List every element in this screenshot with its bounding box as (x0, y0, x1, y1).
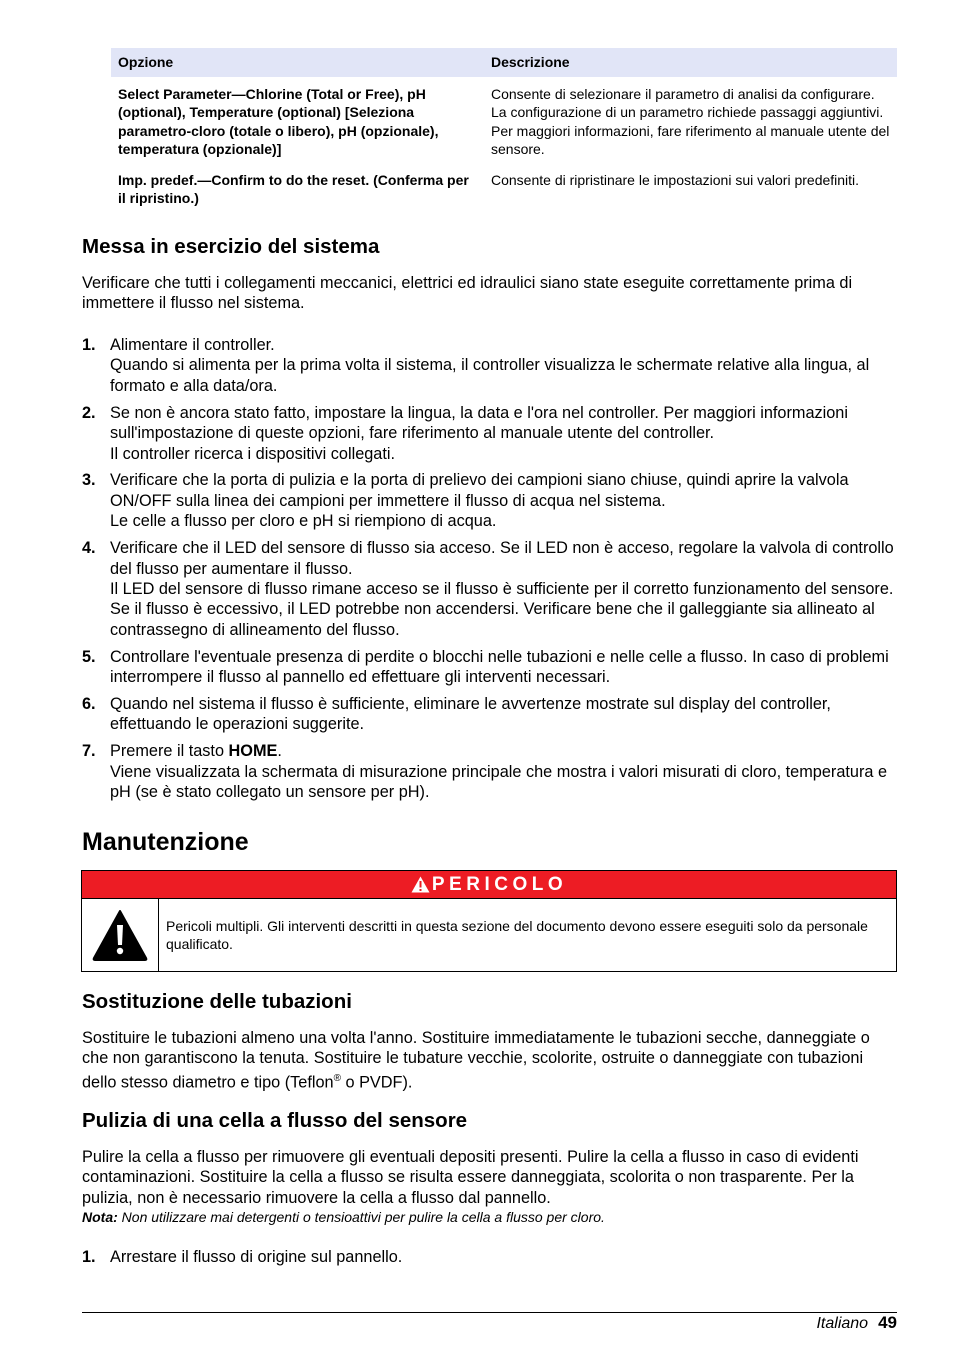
step-number: 6. (82, 695, 96, 713)
list-item (82, 741, 897, 802)
options-table (111, 48, 897, 211)
list-item (82, 403, 897, 464)
step-text: Controllare l'eventuale presenza di perdite o blocchi nelle tubazioni e nelle celle a flusso. In caso di problemi interrompere il flusso al pannello ed effettuare gli interventi necessari. (110, 647, 889, 687)
table-row (111, 77, 897, 163)
step-number: 7. (82, 742, 96, 761)
step-number: 1. (82, 336, 96, 354)
step-text: Alimentare il controller. (110, 336, 275, 354)
step-text: Arrestare il flusso di origine sul pannello. (110, 1248, 403, 1266)
commissioning-intro: Verificare che tutti i collegamenti meccanici, elettrici ed idraulici siano state eseguite correttamente prima di immettere il flusso nel sistema. (82, 274, 853, 313)
table-cell-description: Consente di selezionare il parametro di analisi da configurare. La configurazione di un parametro richiede passaggi aggiuntivi. Per maggiori informazioni, fare riferimento al manuale utente del sensore. (491, 86, 890, 158)
list-item (82, 647, 897, 688)
warning-triangle-icon (91, 908, 149, 962)
tubing-text-end: o PVDF). (340, 1073, 413, 1092)
danger-text: Pericoli multipli. Gli interventi descritti in questa sezione del documento devono essere eseguiti solo da personale qualificato. (166, 918, 868, 952)
step-number: 3. (82, 471, 96, 490)
step-number: 2. (82, 403, 96, 422)
section-title-cleaning: Pulizia di una cella a flusso del sensore (82, 1109, 468, 1132)
step-result: Quando si alimenta per la prima volta il sistema, il controller visualizza le schermate relative alla lingua, al formato e alla data/ora. (110, 356, 870, 395)
step-text-suffix: . (277, 742, 282, 761)
step-result: Le celle a flusso per cloro e pH si riempiono di acqua. (110, 512, 497, 531)
danger-box (81, 870, 897, 972)
step-text (110, 741, 897, 761)
step-number: 1. (82, 1248, 96, 1266)
step-text-prefix: Premere il tasto (110, 742, 229, 761)
table-row (111, 163, 897, 212)
step-text: Quando nel sistema il flusso è sufficiente, eliminare le avvertenze mostrate sul display del controller, effettuando le operazioni suggerite. (110, 695, 831, 734)
step-result: Il controller ricerca i dispositivi collegati. (110, 444, 396, 463)
footer-language: Italiano (816, 1315, 869, 1332)
commissioning-steps (82, 335, 897, 809)
step-text: Verificare che la porta di pulizia e la porta di prelievo dei campioni siano chiuse, quindi aprire la valvola ON/OFF sulla linea dei campioni per immettere il flusso di acqua nel sistema. (110, 471, 849, 510)
table-header-option: Opzione (111, 48, 484, 77)
step-text: Verificare che il LED del sensore di flusso sia acceso. Se il LED non è acceso, regolare la valvola di controllo del flusso per aumentare il flusso. (110, 539, 894, 578)
note-label: Nota: (82, 1209, 118, 1225)
list-item (82, 335, 897, 396)
section-title-maintenance: Manutenzione (82, 828, 249, 856)
list-item (82, 470, 897, 531)
danger-header (82, 871, 896, 899)
list-item (82, 538, 897, 640)
cleaning-text: Pulire la cella a flusso per rimuovere gli eventuali depositi presenti. Pulire la cella a flusso in caso di evidenti contaminazioni. Sostituire la cella a flusso se risulta essere danneggiata, scolorita o non trasparente. Per la pulizia, non è necessario rimuovere la cella a flusso dal pannello. (82, 1148, 859, 1207)
step-number: 5. (82, 647, 96, 666)
list-item (82, 1247, 897, 1267)
page-number: 49 (878, 1313, 897, 1332)
warning-icon (411, 876, 430, 893)
step-result: Il LED del sensore di flusso rimane acceso se il flusso è sufficiente per il corretto funzionamento del sensore. Se il flusso è eccessivo, il LED potrebbe non accendersi. Verificare bene che il galleggiante sia allineato al contrassegno di allineamento del flusso. (110, 579, 894, 639)
tubing-text (82, 1028, 897, 1093)
footer-divider (82, 1312, 897, 1313)
table-cell-option: Imp. predef.—Confirm to do the reset. (Conferma per il ripristino.) (118, 171, 469, 207)
step-number: 4. (82, 539, 96, 558)
registered-mark: ® (333, 1072, 341, 1084)
cleaning-note (82, 1209, 897, 1225)
danger-label: PERICOLO (431, 874, 568, 895)
note-text: Non utilizzare mai detergenti o tensioattivi per pulire la cella a flusso per cloro. (117, 1209, 605, 1225)
list-item (82, 694, 897, 735)
section-title-commissioning: Messa in esercizio del sistema (82, 235, 380, 258)
table-cell-option: Select Parameter—Chlorine (Total or Free), pH (optional), Temperature (optional) [Seleziona parametro-cloro (totale o libero), pH (opzionale), temperatura (opzionale)] (118, 86, 439, 158)
cleaning-steps (82, 1247, 897, 1274)
tubing-text-main: Sostituire le tubazioni almeno una volta l'anno. Sostituire immediatamente le tubazioni secche, danneggiate o che non garantiscono la tenuta. Sostituire le tubature vecchie, scolorite, ostruite o danneggiate con tubazioni dello stesso diametro e tipo (Teflon (82, 1029, 870, 1092)
home-key-label: HOME (228, 742, 278, 761)
danger-icon-cell (82, 899, 159, 971)
footer (816, 1313, 897, 1333)
step-result: Viene visualizzata la schermata di misurazione principale che mostra i valori misurati di cloro, temperatura e pH (se è stato collegato un sensore per pH). (110, 762, 888, 802)
section-title-tubing: Sostituzione delle tubazioni (82, 990, 352, 1013)
step-text: Se non è ancora stato fatto, impostare la lingua, la data e l'ora nel controller. Per maggiori informazioni sull'impostazione di queste opzioni, fare riferimento al manuale utente del controller. (110, 403, 848, 443)
table-cell-description: Consente di ripristinare le impostazioni sui valori predefiniti. (491, 171, 860, 188)
table-header-description: Descrizione (484, 48, 897, 77)
